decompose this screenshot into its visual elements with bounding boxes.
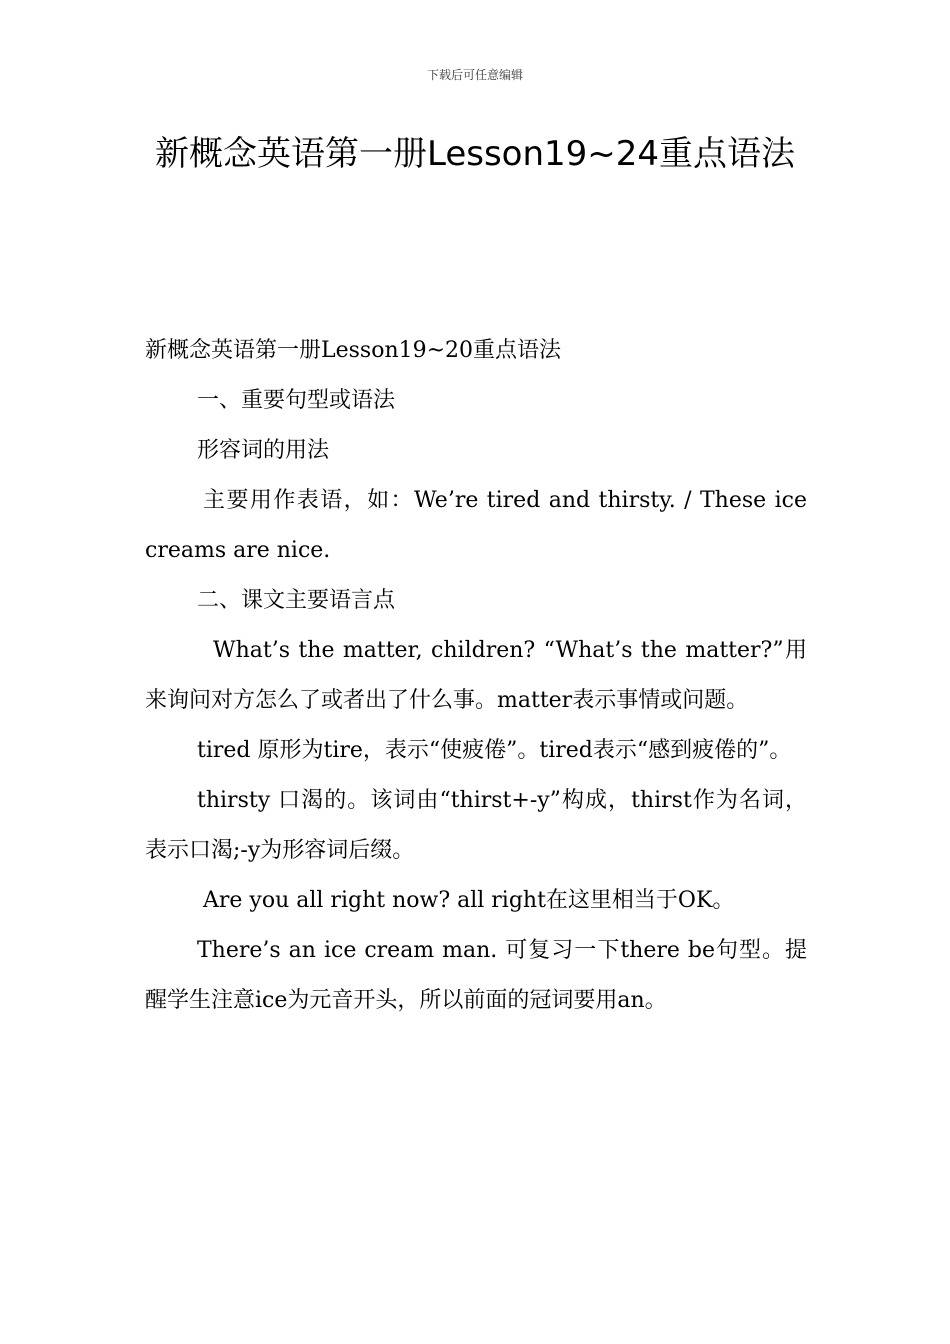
section-heading-1: 一、重要句型或语法 [197, 388, 396, 413]
document-title: 新概念英语第一册Lesson19~24重点语法 [154, 134, 796, 174]
section-heading-2: 二、课文主要语言点 [197, 588, 396, 613]
grammar-topic: 形容词的用法 [197, 438, 330, 463]
paragraph-thirsty: thirsty 口渴的。该词由“thirst+-y”构成，thirst作为名词，表示口渴;-y为形容词后缀。 [145, 788, 807, 863]
paragraph-all-right: Are you all right now? all right在这里相当于OK。 [203, 888, 735, 913]
header-note: 下载后可任意编辑 [426, 68, 523, 82]
lesson-subtitle: 新概念英语第一册Lesson19~20重点语法 [145, 338, 562, 363]
paragraph-whats-the-matter: What’s the matter, children? “What’s the matter?”用来询问对方怎么了或者出了什么事。matter表示事情或问题。 [145, 638, 807, 713]
paragraph-adjective-usage: 主要用作表语，如：We’re tired and thirsty. / These ice creams are nice. [145, 488, 807, 563]
document-body [145, 326, 807, 1026]
paragraph-ice-cream-man: There’s an ice cream man. 可复习一下there be句型。提醒学生注意ice为元音开头，所以前面的冠词要用an。 [145, 938, 807, 1013]
paragraph-tired: tired 原形为tire，表示“使疲倦”。tired表示“感到疲倦的”。 [197, 738, 792, 763]
